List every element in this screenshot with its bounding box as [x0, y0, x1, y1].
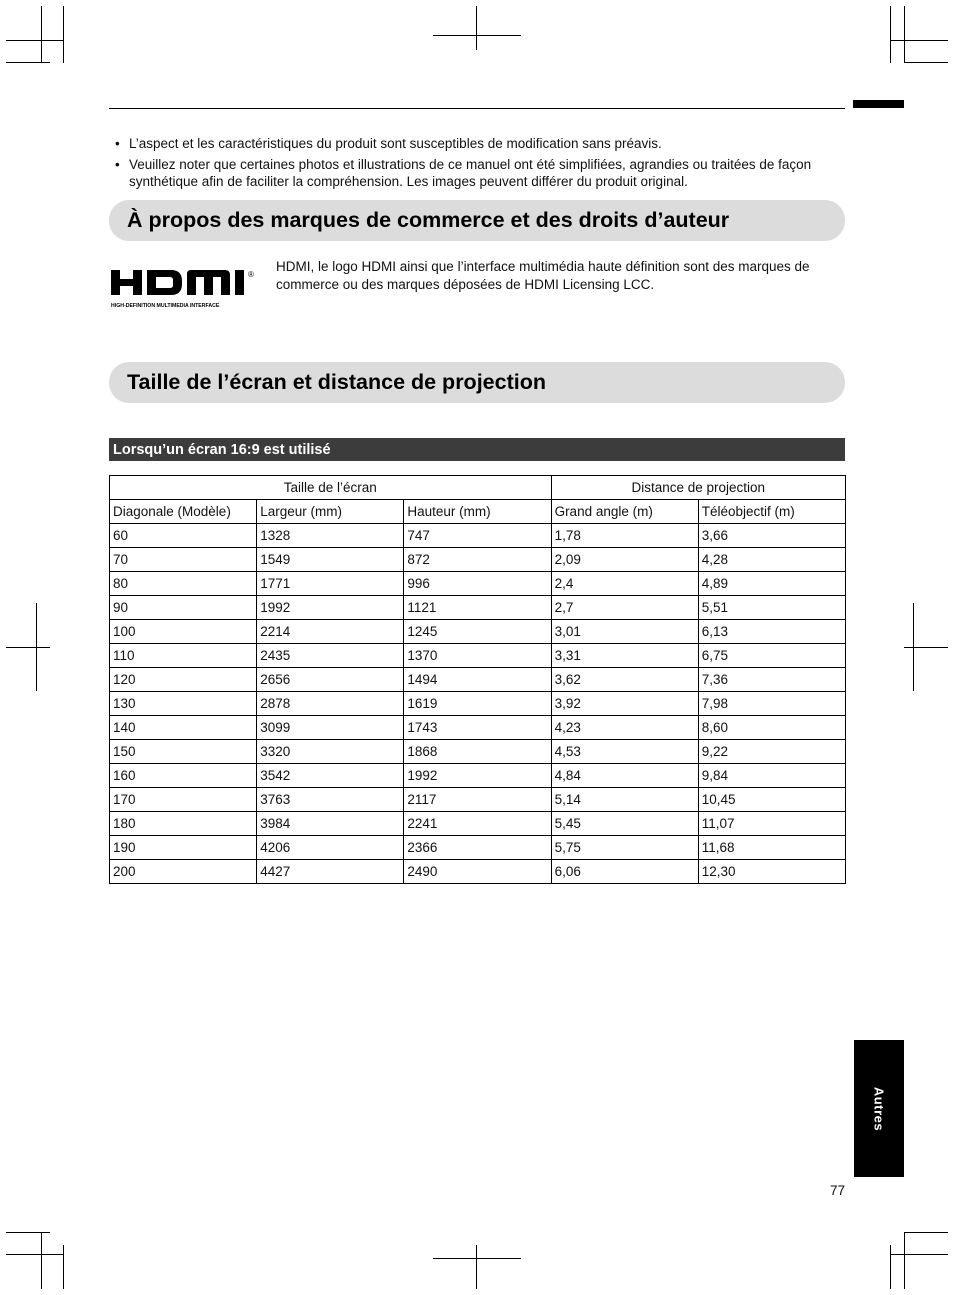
table-cell: 3,01	[551, 620, 698, 644]
table-cell: 3099	[257, 716, 404, 740]
header-corner-bar	[853, 100, 904, 108]
table-cell: 1245	[404, 620, 551, 644]
side-tab-autres	[854, 1040, 904, 1177]
table-cell: 180	[110, 812, 257, 836]
table-cell: 7,98	[698, 692, 845, 716]
table-cell: 200	[110, 860, 257, 884]
table-cell: 1771	[257, 572, 404, 596]
table-cell: 3,66	[698, 524, 845, 548]
note-item	[113, 156, 848, 190]
hdmi-logo-graphic	[109, 266, 267, 310]
table-cell: 150	[110, 740, 257, 764]
table-cell: 2241	[404, 812, 551, 836]
table-row	[110, 716, 846, 740]
column-header: Diagonale (Modèle)	[110, 500, 257, 524]
table-row	[110, 836, 846, 860]
table-cell: 4206	[257, 836, 404, 860]
side-tab-label: Autres	[871, 1086, 887, 1131]
table-cell: 1549	[257, 548, 404, 572]
table-row	[110, 572, 846, 596]
table-cell: 2656	[257, 668, 404, 692]
table-cell: 3763	[257, 788, 404, 812]
table-cell: 5,51	[698, 596, 845, 620]
column-header: Téléobjectif (m)	[698, 500, 845, 524]
column-header: Grand angle (m)	[551, 500, 698, 524]
table-cell: 2117	[404, 788, 551, 812]
table-cell: 5,45	[551, 812, 698, 836]
table-cell: 9,22	[698, 740, 845, 764]
table-cell: 2490	[404, 860, 551, 884]
table-cell: 2,09	[551, 548, 698, 572]
table-row	[110, 692, 846, 716]
bullet: •	[115, 157, 120, 172]
table-cell: 80	[110, 572, 257, 596]
table-cell: 872	[404, 548, 551, 572]
table-row	[110, 548, 846, 572]
table-cell: 120	[110, 668, 257, 692]
table-cell: 2214	[257, 620, 404, 644]
table-cell: 747	[404, 524, 551, 548]
table-cell: 11,07	[698, 812, 845, 836]
column-header: Hauteur (mm)	[404, 500, 551, 524]
table-row	[110, 788, 846, 812]
table-cell: 70	[110, 548, 257, 572]
note-text: L’aspect et les caractéristiques du produit sont susceptibles de modification sans préavis.	[129, 136, 662, 151]
table-cell: 100	[110, 620, 257, 644]
hdmi-registered-mark: ®	[248, 270, 254, 279]
bullet: •	[115, 136, 120, 151]
table-row	[110, 740, 846, 764]
notes-list	[113, 135, 848, 194]
table-cell: 140	[110, 716, 257, 740]
table-cell: 1370	[404, 644, 551, 668]
table-group-header-row	[110, 476, 846, 500]
table-cell: 1743	[404, 716, 551, 740]
table-cell: 9,84	[698, 764, 845, 788]
table-cell: 2878	[257, 692, 404, 716]
table-cell: 1619	[404, 692, 551, 716]
table-cell: 3,92	[551, 692, 698, 716]
table-cell: 4,53	[551, 740, 698, 764]
hdmi-trademark-text: HDMI, le logo HDMI ainsi que l’interface multimédia haute définition sont des marques de commerce ou des marques déposées de HDMI Licensing LCC.	[276, 259, 810, 292]
table-cell: 6,13	[698, 620, 845, 644]
table-cell: 4,23	[551, 716, 698, 740]
table-row	[110, 620, 846, 644]
header-rule	[109, 108, 845, 109]
table-row	[110, 524, 846, 548]
table-cell: 1868	[404, 740, 551, 764]
table-cell: 6,75	[698, 644, 845, 668]
table-cell: 1494	[404, 668, 551, 692]
table-row	[110, 644, 846, 668]
table-cell: 110	[110, 644, 257, 668]
table-cell: 2,4	[551, 572, 698, 596]
section-heading-screen-size: Taille de l’écran et distance de projection	[109, 362, 845, 403]
table-cell: 3542	[257, 764, 404, 788]
table-cell: 160	[110, 764, 257, 788]
table-cell: 4427	[257, 860, 404, 884]
table-cell: 3984	[257, 812, 404, 836]
table-cell: 5,75	[551, 836, 698, 860]
note-item	[113, 135, 848, 152]
table-cell: 6,06	[551, 860, 698, 884]
table-cell: 130	[110, 692, 257, 716]
table-row	[110, 812, 846, 836]
table-row	[110, 860, 846, 884]
table-cell: 2,7	[551, 596, 698, 620]
table-row	[110, 596, 846, 620]
table-cell: 170	[110, 788, 257, 812]
table-row	[110, 764, 846, 788]
table-cell: 190	[110, 836, 257, 860]
table-cell: 10,45	[698, 788, 845, 812]
hdmi-tagline: HIGH-DEFINITION MULTIMEDIA INTERFACE	[111, 303, 220, 309]
table-cell: 2366	[404, 836, 551, 860]
table-cell: 8,60	[698, 716, 845, 740]
table-cell: 4,84	[551, 764, 698, 788]
table-cell: 11,68	[698, 836, 845, 860]
table-row	[110, 668, 846, 692]
table-cell: 4,28	[698, 548, 845, 572]
table-cell: 5,14	[551, 788, 698, 812]
group-header-projection-distance: Distance de projection	[551, 476, 845, 500]
group-header-screen-size: Taille de l’écran	[110, 476, 552, 500]
subheading-16-9: Lorsqu’un écran 16:9 est utilisé	[109, 438, 845, 461]
table-cell: 60	[110, 524, 257, 548]
table-cell: 1992	[257, 596, 404, 620]
table-cell: 1992	[404, 764, 551, 788]
column-header: Largeur (mm)	[257, 500, 404, 524]
table-cell: 90	[110, 596, 257, 620]
table-cell: 7,36	[698, 668, 845, 692]
table-cell: 3,62	[551, 668, 698, 692]
table-cell: 2435	[257, 644, 404, 668]
table-cell: 3320	[257, 740, 404, 764]
page-number: 77	[829, 1183, 845, 1198]
note-text: Veuillez noter que certaines photos et illustrations de ce manuel ont été simplifiées, agrandies ou traitées de façon synthétique afin de faciliter la compréhension. Les images peuvent différer du produit original.	[129, 157, 812, 189]
table-cell: 4,89	[698, 572, 845, 596]
table-cell: 12,30	[698, 860, 845, 884]
table-column-header-row	[110, 500, 846, 524]
table-cell: 3,31	[551, 644, 698, 668]
hdmi-logo	[109, 266, 267, 310]
projection-table	[109, 475, 846, 884]
table-cell: 996	[404, 572, 551, 596]
table-cell: 1,78	[551, 524, 698, 548]
table-cell: 1121	[404, 596, 551, 620]
table-cell: 1328	[257, 524, 404, 548]
section-heading-trademarks: À propos des marques de commerce et des droits d’auteur	[109, 200, 845, 241]
